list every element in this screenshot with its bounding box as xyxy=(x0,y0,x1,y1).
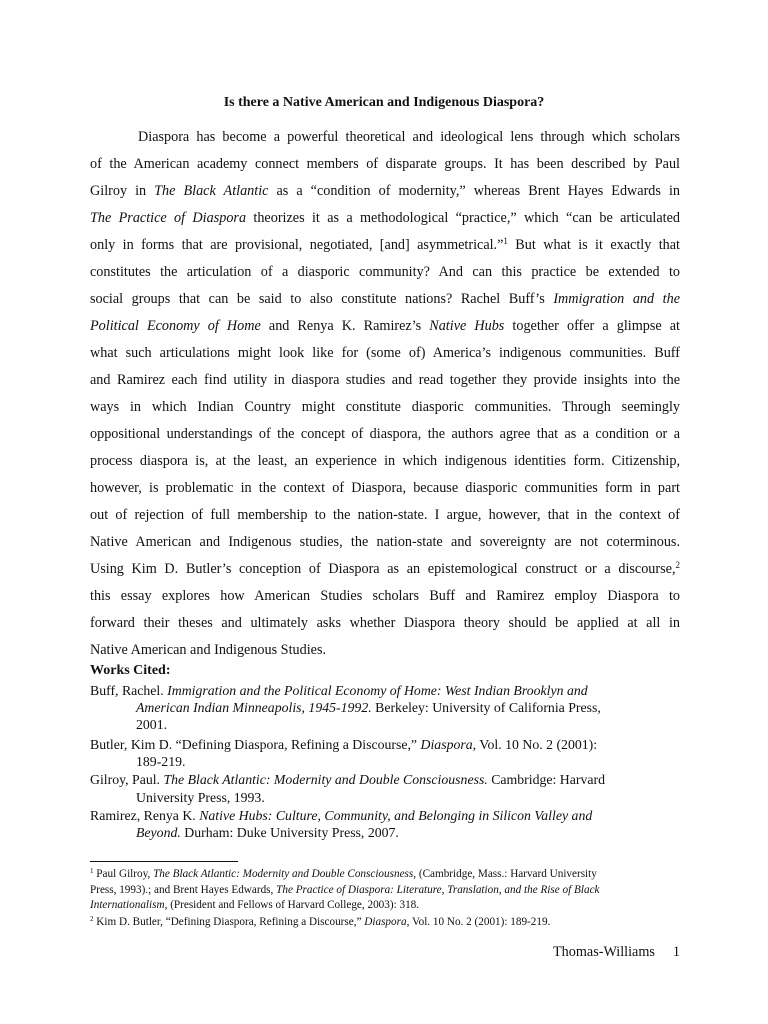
body-line: ways in which Indian Country might constitute diasporic communities. Through seemingly xyxy=(90,399,680,415)
footnote-line: $^1$ Paul Gilroy, The Black Atlantic: Modernity and Double Consciousness, (Cambridge, Mass.: Harvard University xyxy=(90,867,597,880)
book-title: Immigration and the xyxy=(553,291,680,307)
page-footer xyxy=(440,943,680,961)
page-number: 1 xyxy=(672,944,680,960)
book-title: The Practice of Diaspora xyxy=(90,210,247,226)
body-line: Diaspora has become a powerful theoretical and ideological lens through which scholars xyxy=(138,129,680,145)
book-title: The Black Atlantic xyxy=(154,183,269,199)
footnote-divider xyxy=(90,861,238,862)
body-line: out of rejection of full membership to the nation-state. I argue, however, that in the context of xyxy=(90,507,680,523)
body-line: only in forms that are provisional, negotiated, [and] asymmetrical.”$^1$ But what is it exactly that xyxy=(90,236,680,253)
body-line: process diaspora is, at the least, an experience in which indigenous identities form. Citizenship, xyxy=(90,453,680,469)
running-header-author: Thomas-Williams xyxy=(553,944,655,960)
footnote-line: Internationalism, (President and Fellows of Harvard College, 2003): 318. xyxy=(90,899,420,911)
citation-line: American Indian Minneapolis, 1945-1992. Berkeley: University of California Press, xyxy=(136,700,601,715)
citation-line: Gilroy, Paul. The Black Atlantic: Modernity and Double Consciousness. Cambridge: Harvard xyxy=(90,772,605,787)
footnote-ref[interactable]: 1 xyxy=(503,236,508,246)
body-line: Using Kim D. Butler’s conception of Diaspora as an epistemological construct or a discourse,$^2$ xyxy=(90,560,680,577)
citation-line: Buff, Rachel. Immigration and the Political Economy of Home: West Indian Brooklyn and xyxy=(90,683,588,698)
works-cited-heading: Works Cited: xyxy=(90,663,171,678)
citation-line: University Press, 1993. xyxy=(136,790,265,805)
body-line: and Ramirez each find utility in diaspora studies and read together they provide insights into the xyxy=(90,372,680,388)
body-line: constitutes the articulation of a diasporic community? And can this practice be extended to xyxy=(90,264,680,280)
citation-line: 189-219. xyxy=(136,754,186,769)
body-line: The Practice of Diaspora theorizes it as a methodological “practice,” which “can be articulated xyxy=(90,210,680,226)
body-line: oppositional understandings of the concept of diaspora, the authors agree that as a condition or a xyxy=(90,426,680,442)
footnote-line: Press, 1993).; and Brent Hayes Edwards, The Practice of Diaspora: Literature, Translation, and the Rise of Black xyxy=(90,884,600,896)
body-line: Native American and Indigenous Studies. xyxy=(90,642,327,658)
body-line: Gilroy in The Black Atlantic as a “condition of modernity,” whereas Brent Hayes Edwards in xyxy=(90,183,680,199)
citation-line: Butler, Kim D. “Defining Diaspora, Refining a Discourse,” Diaspora, Vol. 10 No. 2 (2001): xyxy=(90,737,598,752)
body-line: what such articulations might look like for (some of) America’s indigenous communities. Buff xyxy=(90,345,680,361)
body-line: Native American and Indigenous studies, the nation-state and sovereignty are not coterminous. xyxy=(90,534,680,550)
footnote-line: $^2$ Kim D. Butler, “Defining Diaspora, Refining a Discourse,” Diaspora, Vol. 10 No. 2 (2001): 189-219. xyxy=(90,915,551,928)
body-line: however, is problematic in the context of Diaspora, because diasporic communities form in part xyxy=(90,480,680,496)
citation-line: Beyond. Durham: Duke University Press, 2007. xyxy=(136,825,399,840)
body-line: forward their theses and ultimately asks whether Diaspora theory should be applied at all in xyxy=(90,615,680,631)
body-line: Political Economy of Home and Renya K. Ramirez’s Native Hubs together offer a glimpse at xyxy=(90,318,680,334)
body-line: this essay explores how American Studies scholars Buff and Ramirez employ Diaspora to xyxy=(90,588,680,604)
footnote-ref[interactable]: 2 xyxy=(675,560,680,570)
body-line: of the American academy connect members of disparate groups. It has been described by Paul xyxy=(90,156,680,172)
citation-line: Ramirez, Renya K. Native Hubs: Culture, Community, and Belonging in Silicon Valley and xyxy=(90,808,593,823)
citation-line: 2001. xyxy=(136,717,168,732)
book-title: Native Hubs xyxy=(429,318,505,334)
body-line: social groups that can be said to also constitute nations? Rachel Buff’s Immigration and the xyxy=(90,291,680,307)
page-title: Is there a Native American and Indigenous Diaspora? xyxy=(223,95,545,110)
book-title: Political Economy of Home xyxy=(90,318,261,334)
